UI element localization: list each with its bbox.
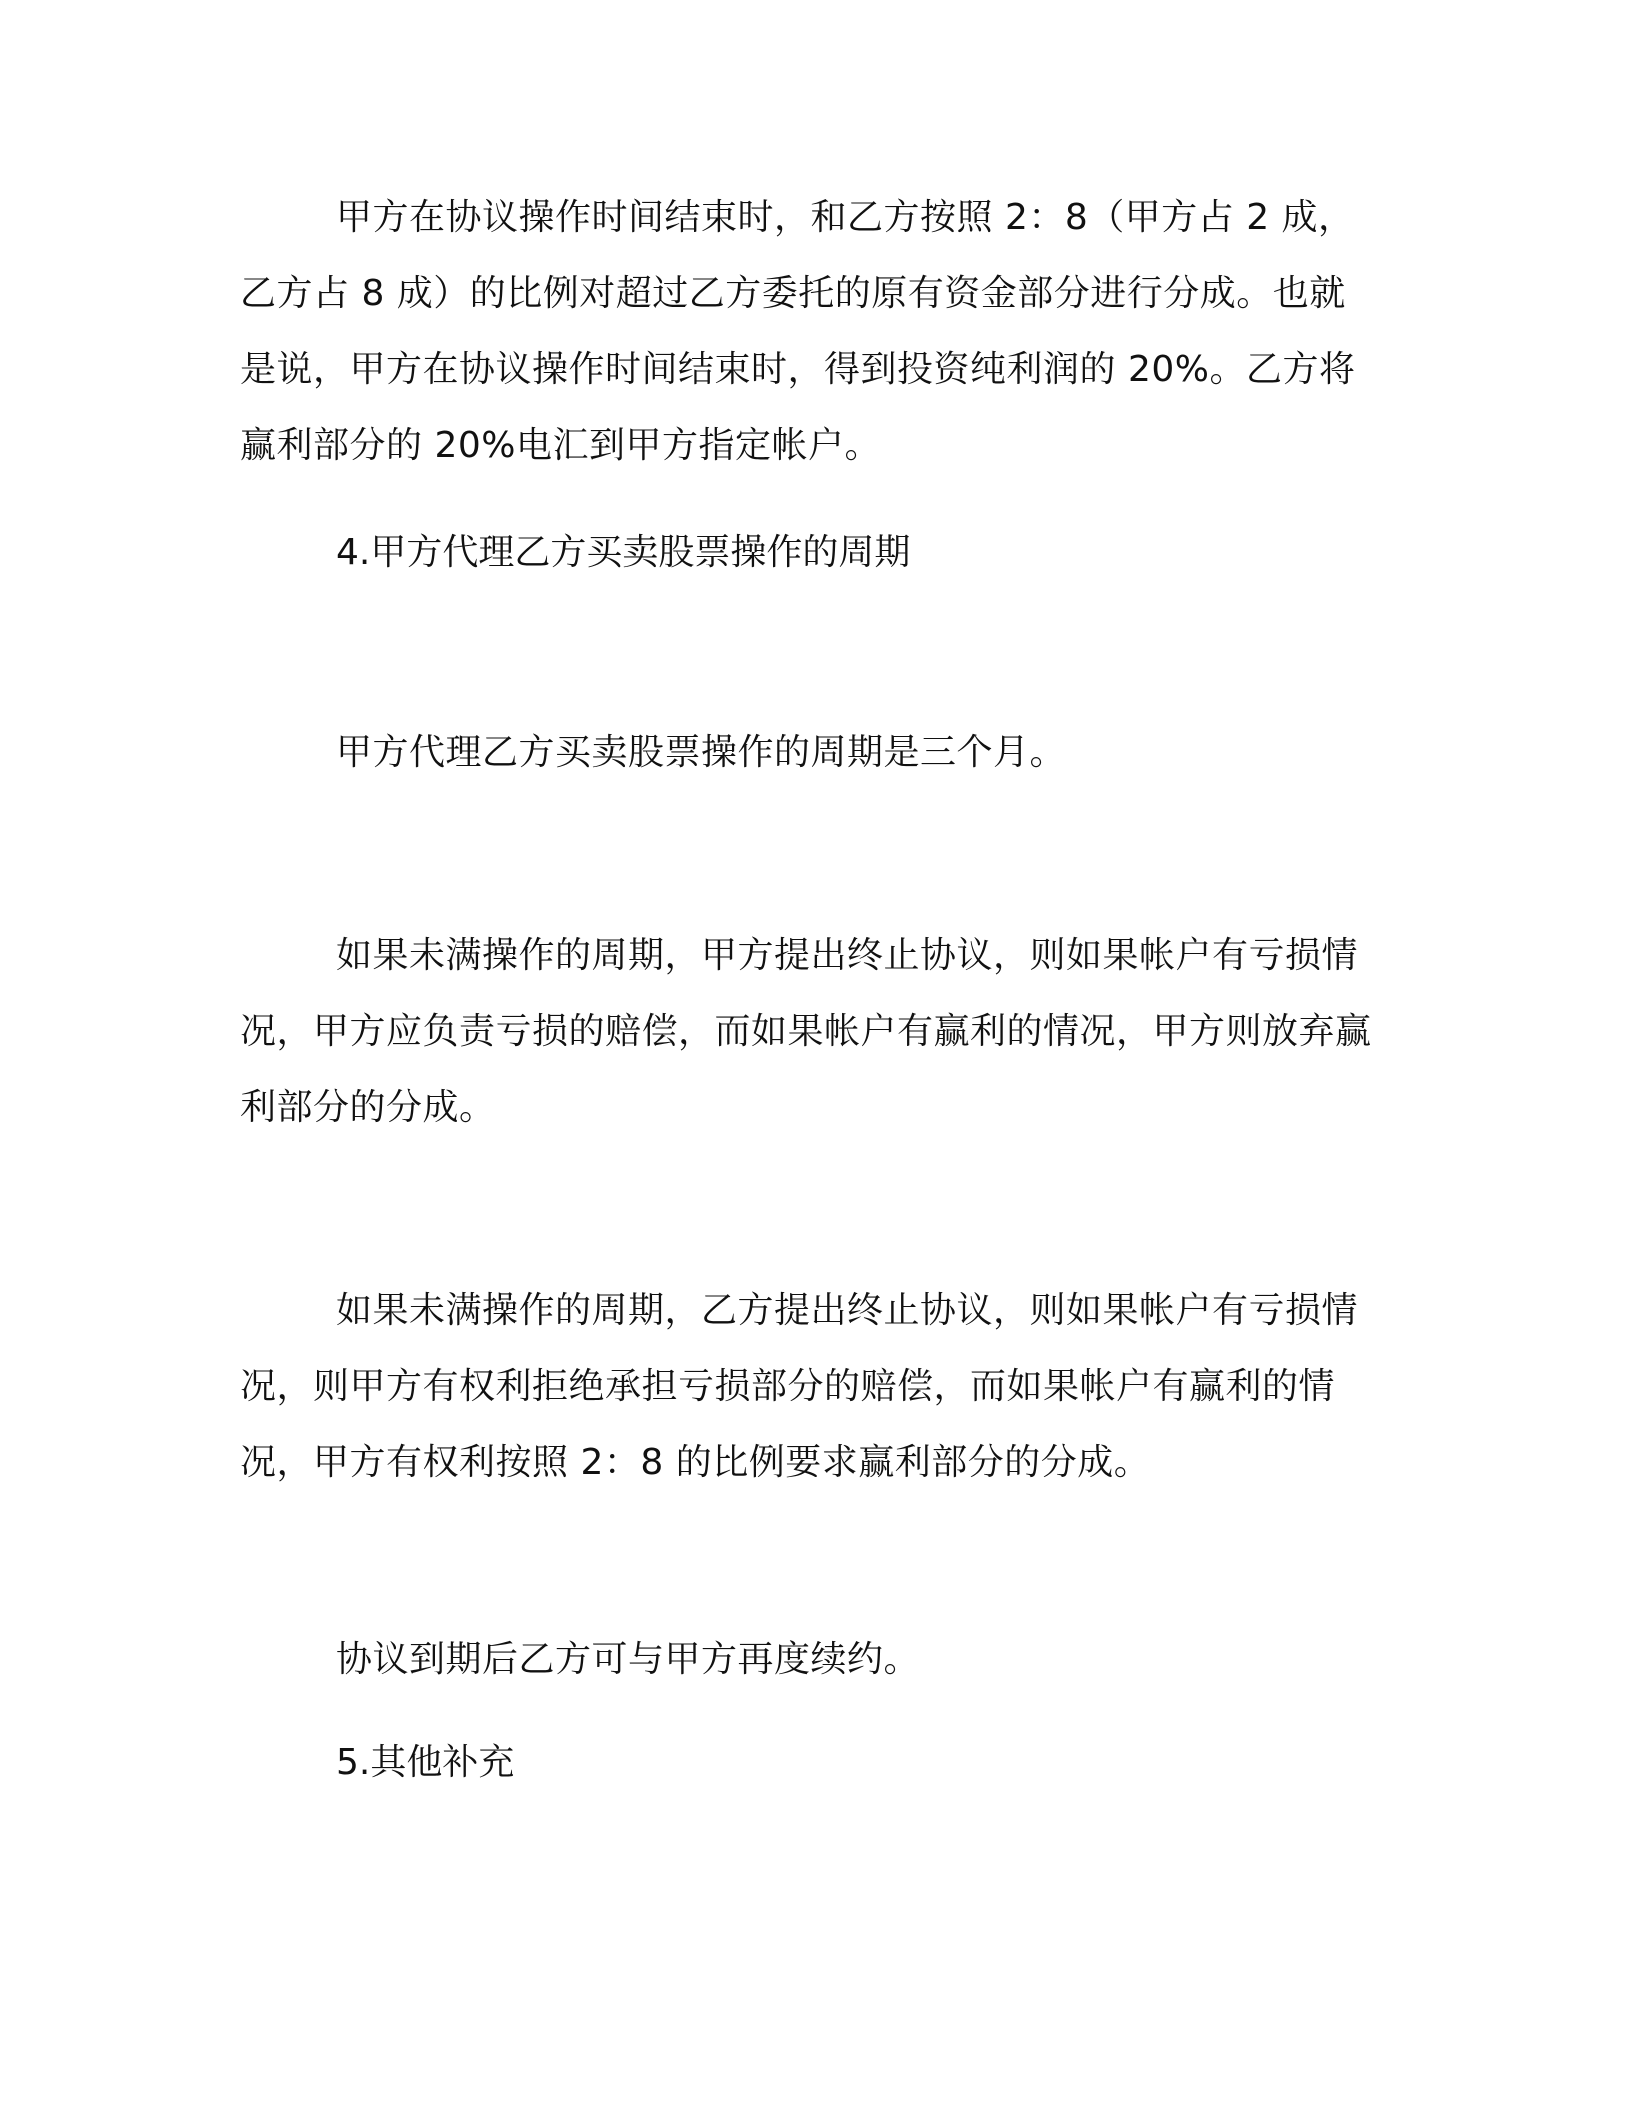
paragraph-profit-split: 甲方在协议操作时间结束时，和乙方按照 2：8（甲方占 2 成，乙方占 8 成）的比例对超过乙方委托的原有资金部分进行分成。也就是说，甲方在协议操作时间结束时，得到投资纯利润的 20%。乙方将赢利部分的 20%电汇到甲方指定帐户。 bbox=[240, 197, 1356, 466]
section-heading-5: 5.其他补充 bbox=[336, 1742, 515, 1783]
section-heading-4: 4.甲方代理乙方买卖股票操作的周期 bbox=[336, 532, 911, 573]
paragraph-renewal: 协议到期后乙方可与甲方再度续约。 bbox=[336, 1639, 921, 1680]
paragraph-operation-period: 甲方代理乙方买卖股票操作的周期是三个月。 bbox=[336, 732, 1067, 773]
paragraph-party-a-termination: 如果未满操作的周期，甲方提出终止协议，则如果帐户有亏损情况，甲方应负责亏损的赔偿，而如果帐户有赢利的情况，甲方则放弃赢利部分的分成。 bbox=[240, 935, 1372, 1128]
paragraph-party-b-termination: 如果未满操作的周期，乙方提出终止协议，则如果帐户有亏损情况，则甲方有权利拒绝承担亏损部分的赔偿，而如果帐户有赢利的情况，甲方有权利按照 2：8 的比例要求赢利部分的分成。 bbox=[240, 1290, 1359, 1483]
